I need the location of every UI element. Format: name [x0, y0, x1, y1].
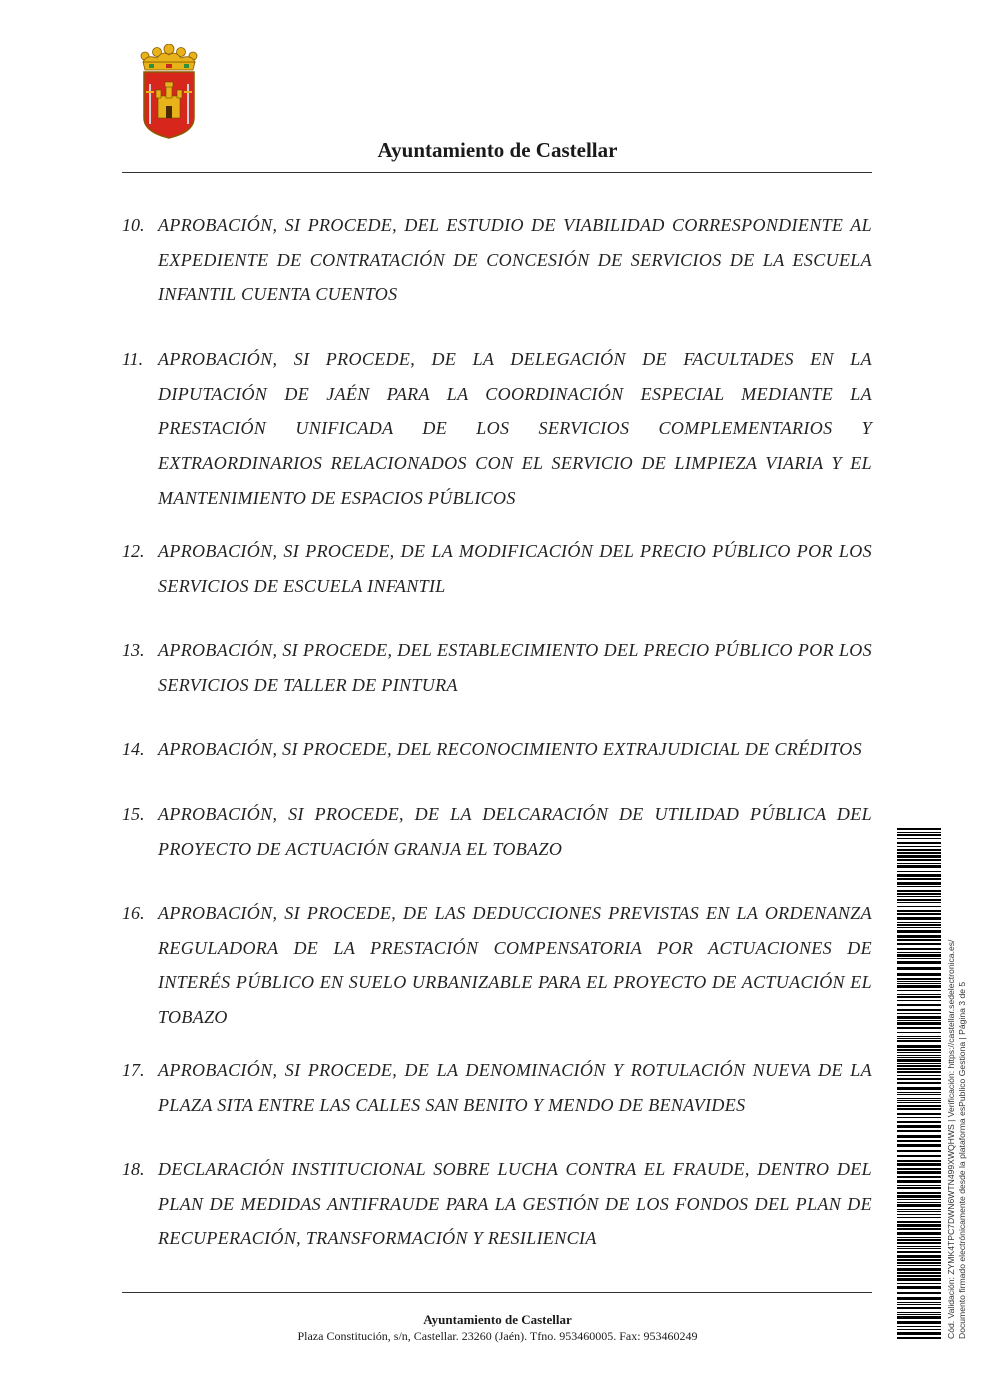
agenda-item — [122, 896, 872, 1035]
agenda-item — [122, 732, 872, 767]
footer-address: Plaza Constitución, s/n, Castellar. 23260 (Jaén). Tfno. 953460005. Fax: 953460249 — [297, 1329, 698, 1343]
agenda-item — [122, 208, 872, 312]
agenda-item-text: APROBACIÓN, SI PROCEDE, DEL ESTUDIO DE VIABILIDAD CORRESPONDIENTE AL EXPEDIENTE DE CONTRATACIÓN DE CONCESIÓN DE SERVICIOS DE LA ESCUELA INFANTIL CUENTA CUENTOS — [158, 215, 872, 305]
agenda-item-text: APROBACIÓN, SI PROCEDE, DE LA DELCARACIÓN DE UTILIDAD PÚBLICA DEL PROYECTO DE ACTUACIÓN GRANJA EL TOBAZO — [158, 804, 872, 859]
verification-line-2: Documento firmado electrónicamente desde la plataforma esPublico Gestiona | Página 3 de 5 — [957, 981, 967, 1339]
agenda-item-text: APROBACIÓN, SI PROCEDE, DE LA MODIFICACIÓN DEL PRECIO PÚBLICO POR LOS SERVICIOS DE ESCUELA INFANTIL — [158, 541, 872, 596]
barcode-icon — [897, 828, 941, 1341]
verification-line-1: Cód. Validación: ZYMK4TPC7DWN6WTN499XWQHWS | Verificación: https://castellar.sedelectronica.es/ — [946, 939, 956, 1339]
agenda-item-number: 18. — [122, 1159, 145, 1179]
page-title: Ayuntamiento de Castellar — [377, 138, 618, 162]
agenda-item-number: 14. — [122, 739, 145, 759]
coat-of-arms-icon — [139, 44, 199, 140]
agenda-item-number: 10. — [122, 215, 145, 235]
agenda-item — [122, 1053, 872, 1122]
verification-text — [946, 940, 968, 1339]
agenda-item — [122, 1152, 872, 1256]
agenda-item-text: APROBACIÓN, SI PROCEDE, DEL ESTABLECIMIENTO DEL PRECIO PÚBLICO POR LOS SERVICIOS DE TALLER DE PINTURA — [158, 640, 872, 695]
agenda-item — [122, 534, 872, 603]
agenda-item-number: 11. — [122, 349, 144, 369]
agenda-item-number: 16. — [122, 903, 145, 923]
agenda-item-text: APROBACIÓN, SI PROCEDE, DE LA DENOMINACIÓN Y ROTULACIÓN NUEVA DE LA PLAZA SITA ENTRE LAS CALLES SAN BENITO Y MENDO DE BENAVIDES — [158, 1060, 872, 1115]
agenda-item-number: 15. — [122, 804, 145, 824]
agenda-item — [122, 797, 872, 866]
footer-divider — [122, 1292, 872, 1293]
agenda-item-text: APROBACIÓN, SI PROCEDE, DEL RECONOCIMIENTO EXTRAJUDICIAL DE CRÉDITOS — [158, 739, 862, 759]
agenda-item-text: APROBACIÓN, SI PROCEDE, DE LA DELEGACIÓN DE FACULTADES EN LA DIPUTACIÓN DE JAÉN PARA LA COORDINACIÓN ESPECIAL MEDIANTE LA PRESTACIÓN UNIFICADA DE LOS SERVICIOS COMPLEMENTARIOS Y EXTRAORDINARIOS RELACIONADOS CON EL SERVICIO DE LIMPIEZA VIARIA Y EL MANTENIMIENTO DE ESPACIOS PÚBLICOS — [158, 349, 872, 508]
agenda-item-number: 17. — [122, 1060, 145, 1080]
agenda-item-number: 13. — [122, 640, 145, 660]
header-divider — [122, 172, 872, 173]
agenda-item — [122, 633, 872, 702]
agenda-item-text: DECLARACIÓN INSTITUCIONAL SOBRE LUCHA CONTRA EL FRAUDE, DENTRO DEL PLAN DE MEDIDAS ANTIFRAUDE PARA LA GESTIÓN DE LOS FONDOS DEL PLAN DE RECUPERACIÓN, TRANSFORMACIÓN Y RESILIENCIA — [158, 1159, 872, 1249]
footer-organization: Ayuntamiento de Castellar — [423, 1312, 572, 1327]
agenda-item — [122, 342, 872, 516]
agenda-item-number: 12. — [122, 541, 145, 561]
agenda-item-text: APROBACIÓN, SI PROCEDE, DE LAS DEDUCCIONES PREVISTAS EN LA ORDENANZA REGULADORA DE LA PRESTACIÓN COMPENSATORIA POR ACTUACIONES DE INTERÉS PÚBLICO EN SUELO URBANIZABLE PARA EL PROYECTO DE ACTUACIÓN EL TOBAZO — [158, 903, 872, 1028]
